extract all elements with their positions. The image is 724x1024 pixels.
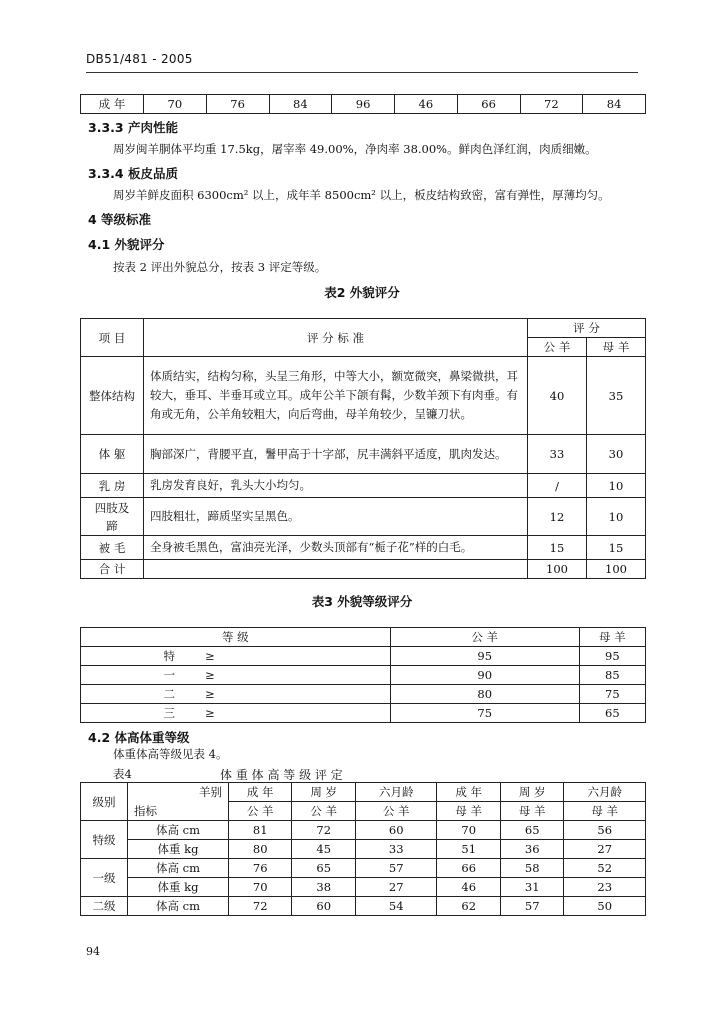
- table3-male: 95: [390, 647, 579, 666]
- table4-col-bottom: 母 羊: [437, 802, 500, 821]
- table4-col-bottom: 公 羊: [229, 802, 292, 821]
- table4-col-bottom: 公 羊: [292, 802, 355, 821]
- table3-caption: 表3 外貌等级评分: [311, 594, 413, 609]
- table2-row-criteria: 乳房发育良好，乳头大小均匀。: [144, 474, 528, 498]
- table4-caption-title: 体 重 体 高 等 级 评 定: [220, 768, 343, 782]
- table3-gte-symbol: ≥: [183, 685, 390, 704]
- table4-col-top: 周 岁: [500, 783, 563, 802]
- table4-cell: 65: [292, 859, 355, 878]
- table3-female: 75: [579, 685, 645, 704]
- table4-cell: 81: [229, 821, 292, 840]
- table3-grade: 二: [81, 685, 184, 704]
- table4-cell: 38: [292, 878, 355, 897]
- table3-grade: 特: [81, 647, 184, 666]
- section-heading-4-2: 4.2 体高体重等级: [88, 730, 190, 745]
- section-text-3-3-4: 周岁羊鲜皮面积 6300cm² 以上，成年羊 8500cm² 以上，板皮结构致密，富有弹性，厚薄均匀。: [113, 188, 610, 202]
- table4-cell: 72: [229, 897, 292, 916]
- table4-cell: 45: [292, 840, 355, 859]
- table1-continuation-row: [80, 94, 646, 114]
- table4-col-top: 六月龄: [355, 783, 437, 802]
- table4-grade: 特级: [81, 821, 128, 859]
- table2-header-male: 公 羊: [528, 338, 587, 357]
- table4-header-grade: 级别: [81, 783, 128, 821]
- cell: 46: [395, 95, 458, 114]
- table2-row-criteria: 全身被毛黑色，富油亮光泽，少数头顶部有“栀子花”样的白毛。: [144, 536, 528, 560]
- table2-header-item: 项 目: [81, 319, 144, 357]
- table2-row-female: 30: [587, 435, 646, 474]
- section-text-4-1: 按表 2 评出外貌总分，按表 3 评定等级。: [113, 260, 327, 274]
- table2-header-female: 母 羊: [587, 338, 646, 357]
- table4-cell: 23: [564, 878, 646, 897]
- table4-index: 体高 cm: [128, 821, 229, 840]
- table2-row-female: 10: [587, 474, 646, 498]
- table4-index: 体重 kg: [128, 840, 229, 859]
- table4-grade: 一级: [81, 859, 128, 897]
- table3-grade: 一: [81, 666, 184, 685]
- table4-index: 体高 cm: [128, 859, 229, 878]
- table4-col-top: 六月龄: [564, 783, 646, 802]
- table2-row-male: 100: [528, 560, 587, 579]
- table2-row-item: 整体结构: [81, 357, 144, 435]
- table3-male: 80: [390, 685, 579, 704]
- table4-cell: 70: [437, 821, 500, 840]
- table4-cell: 57: [500, 897, 563, 916]
- table4-cell: 80: [229, 840, 292, 859]
- table4-index: 体重 kg: [128, 878, 229, 897]
- table4-cell: 31: [500, 878, 563, 897]
- table4-weight-height-grade: [80, 782, 646, 916]
- table4-cell: 27: [564, 840, 646, 859]
- table4-cell: 66: [437, 859, 500, 878]
- table2-header-score: 评 分: [528, 319, 646, 338]
- cell: 66: [457, 95, 520, 114]
- table4-cell: 46: [437, 878, 500, 897]
- cell: 70: [144, 95, 207, 114]
- table4-caption-label: 表4: [113, 767, 132, 781]
- table2-row-item: 四肢及蹄: [81, 498, 144, 536]
- table4-cell: 60: [292, 897, 355, 916]
- table4-cell: 51: [437, 840, 500, 859]
- table3-female: 85: [579, 666, 645, 685]
- table4-cell: 36: [500, 840, 563, 859]
- table4-col-bottom: 公 羊: [355, 802, 437, 821]
- table2-row-female: 35: [587, 357, 646, 435]
- table3-female: 95: [579, 647, 645, 666]
- cell: 96: [332, 95, 395, 114]
- table2-row-female: 100: [587, 560, 646, 579]
- table2-row-item: 体 躯: [81, 435, 144, 474]
- section-heading-3-3-4: 3.3.4 板皮品质: [88, 166, 178, 181]
- table2-caption: 表2 外貌评分: [324, 285, 400, 300]
- table2-row-female: 10: [587, 498, 646, 536]
- table4-header-index: 指标: [128, 802, 229, 821]
- table4-cell: 56: [564, 821, 646, 840]
- row-label: 成 年: [81, 95, 144, 114]
- table2-appearance-score: [80, 318, 646, 579]
- table2-row-male: 12: [528, 498, 587, 536]
- table4-cell: 50: [564, 897, 646, 916]
- table3-gte-symbol: ≥: [183, 704, 390, 723]
- section-heading-4-1: 4.1 外貌评分: [88, 237, 165, 252]
- table4-grade: 二级: [81, 897, 128, 916]
- table4-cell: 65: [500, 821, 563, 840]
- table2-row-male: 40: [528, 357, 587, 435]
- table2-row-male: 33: [528, 435, 587, 474]
- document-code: DB51/481 - 2005: [86, 52, 193, 66]
- table3-gte-symbol: ≥: [183, 647, 390, 666]
- table3-male: 75: [390, 704, 579, 723]
- table2-row-item: 被 毛: [81, 536, 144, 560]
- section-text-3-3-3: 周岁闽羊胴体平均重 17.5kg，屠宰率 49.00%，净肉率 38.00%。鲜肉色泽红润，肉质细嫩。: [113, 142, 597, 156]
- table2-row-item: 乳 房: [81, 474, 144, 498]
- table3-grade: 三: [81, 704, 184, 723]
- table3-male: 90: [390, 666, 579, 685]
- section-heading-3-3-3: 3.3.3 产肉性能: [88, 120, 178, 135]
- table4-cell: 27: [355, 878, 437, 897]
- table4-index: 体高 cm: [128, 897, 229, 916]
- table4-cell: 70: [229, 878, 292, 897]
- table2-row-criteria: 四肢粗壮，蹄质坚实呈黑色。: [144, 498, 528, 536]
- table4-col-bottom: 母 羊: [564, 802, 646, 821]
- table4-cell: 72: [292, 821, 355, 840]
- table2-row-criteria: 体质结实，结构匀称，头呈三角形，中等大小，额宽微突，鼻梁微拱，耳较大，垂耳、半垂耳或立耳。成年公羊下颌有髯，少数羊颈下有肉垂。有角或无角，公羊角较粗大，向后弯曲，母羊角较少，呈镰刀状。: [144, 357, 528, 435]
- table3-gte-symbol: ≥: [183, 666, 390, 685]
- cell: 84: [583, 95, 646, 114]
- table4-cell: 60: [355, 821, 437, 840]
- table2-row-male: 15: [528, 536, 587, 560]
- table4-col-top: 周 岁: [292, 783, 355, 802]
- table3-appearance-grade: [80, 627, 646, 723]
- table2-row-male: /: [528, 474, 587, 498]
- table4-cell: 33: [355, 840, 437, 859]
- table3-header-female: 母 羊: [579, 628, 645, 647]
- table4-cell: 58: [500, 859, 563, 878]
- table2-header-criteria: 评 分 标 准: [144, 319, 528, 357]
- table4-cell: 62: [437, 897, 500, 916]
- table4-cell: 54: [355, 897, 437, 916]
- header-rule: [86, 72, 638, 73]
- table2-row-item: 合 计: [81, 560, 144, 579]
- table3-header-male: 公 羊: [390, 628, 579, 647]
- table4-col-top: 成 年: [437, 783, 500, 802]
- table4-header-sheep: 羊别: [128, 783, 229, 802]
- table2-row-female: 15: [587, 536, 646, 560]
- cell: 84: [269, 95, 332, 114]
- table4-cell: 57: [355, 859, 437, 878]
- table3-header-grade: 等 级: [81, 628, 391, 647]
- table4-col-top: 成 年: [229, 783, 292, 802]
- table4-col-bottom: 母 羊: [500, 802, 563, 821]
- cell: 72: [520, 95, 583, 114]
- table2-row-criteria: 胸部深广，背腰平直，鬐甲高于十字部，尻丰满斜平适度，肌肉发达。: [144, 435, 528, 474]
- section-heading-4: 4 等级标准: [88, 212, 152, 227]
- table3-female: 65: [579, 704, 645, 723]
- table2-row-criteria: [144, 560, 528, 579]
- cell: 76: [206, 95, 269, 114]
- page-number: 94: [86, 945, 100, 958]
- table4-cell: 76: [229, 859, 292, 878]
- table4-cell: 52: [564, 859, 646, 878]
- section-text-4-2: 体重体高等级见表 4。: [113, 747, 228, 761]
